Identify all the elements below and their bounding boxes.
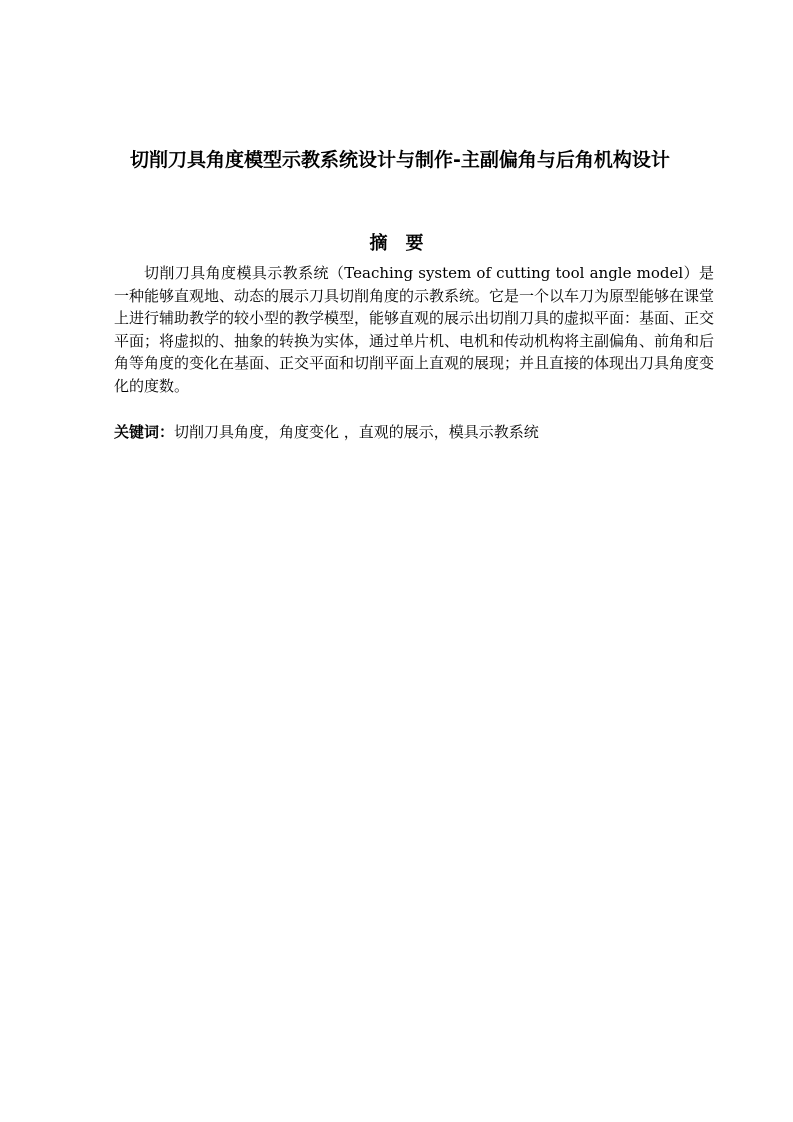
keywords-label: 关键词： (114, 423, 175, 441)
abstract-body: 切削刀具角度模具示教系统（Teaching system of cutting tool angle model）是一种能够直观地、动态的展示刀具切削角度的示教系统。它是一个以车刀为原型能够在课堂上进行辅助教学的较小型的教学模型，能够直观的展示出切削刀具的虚拟平面：基面、正交平面；将虚拟的、抽象的转换为实体，通过单片机、电机和传动机构将主副偏角、前角和后角等角度的变化在基面、正交平面和切削平面上直观的展现；并且直接的体现出刀具角度变化的度数。 (114, 264, 715, 395)
keywords-line (114, 421, 714, 444)
document-title: 切削刀具角度模型示教系统设计与制作-主副偏角与后角机构设计 (130, 149, 670, 171)
keywords-text: 切削刀具角度，角度变化 ，直观的展示，模具示教系统 (174, 423, 539, 441)
abstract-heading: 摘要 (369, 233, 442, 254)
